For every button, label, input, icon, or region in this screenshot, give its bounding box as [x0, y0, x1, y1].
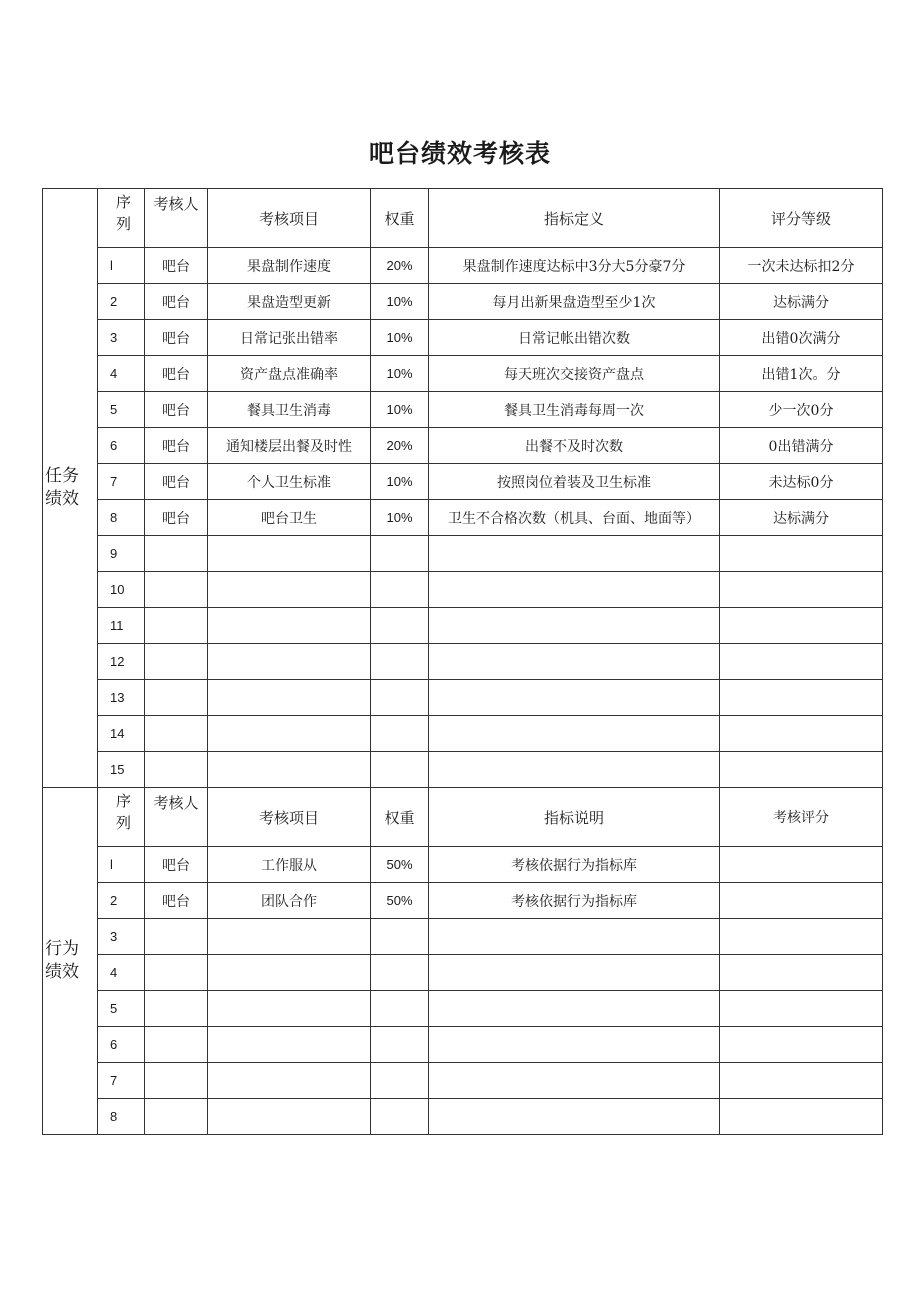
- cell-grade: [720, 752, 883, 788]
- cell-grade: 0出错满分: [720, 428, 883, 464]
- cell-definition: 每月出新果盘造型至少1次: [429, 284, 720, 320]
- cell-item: 通知楼层出餐及时性: [208, 428, 371, 464]
- cell-weight: 50%: [371, 847, 429, 883]
- header-seq: 序列: [98, 788, 145, 847]
- cell-definition: [429, 752, 720, 788]
- page-title: 吧台绩效考核表: [368, 139, 551, 168]
- cell-assessor: 吧台: [145, 356, 208, 392]
- cell-assessor: [145, 955, 208, 991]
- cell-weight: 10%: [371, 464, 429, 500]
- cell-assessor: 吧台: [145, 883, 208, 919]
- cell-definition: 考核依据行为指标库: [429, 847, 720, 883]
- cell-assessor: [145, 572, 208, 608]
- table-row: [43, 356, 883, 392]
- cell-item: 资产盘点准确率: [208, 356, 371, 392]
- cell-definition: [429, 1027, 720, 1063]
- cell-assessor: 吧台: [145, 392, 208, 428]
- cell-weight: 10%: [371, 500, 429, 536]
- cell-item: 果盘造型更新: [208, 284, 371, 320]
- cell-definition: [429, 536, 720, 572]
- header-assessor: 考核人: [145, 788, 208, 847]
- header-weight: 权重: [371, 788, 429, 847]
- cell-seq: 2: [98, 883, 145, 919]
- cell-item: [208, 955, 371, 991]
- table-row: [43, 716, 883, 752]
- cell-seq: 4: [98, 356, 145, 392]
- cell-item: [208, 716, 371, 752]
- cell-assessor: [145, 644, 208, 680]
- cell-item: [208, 1063, 371, 1099]
- cell-weight: [371, 955, 429, 991]
- header-item: 考核项目: [208, 189, 371, 248]
- cell-definition: 出餐不及时次数: [429, 428, 720, 464]
- cell-weight: [371, 536, 429, 572]
- cell-seq: 3: [98, 320, 145, 356]
- table-row: [43, 1027, 883, 1063]
- cell-item: 团队合作: [208, 883, 371, 919]
- table-row: [43, 608, 883, 644]
- cell-assessor: 吧台: [145, 320, 208, 356]
- cell-grade: [720, 1099, 883, 1135]
- cell-grade: [720, 608, 883, 644]
- cell-definition: [429, 608, 720, 644]
- header-definition: 指标定义: [429, 189, 720, 248]
- cell-seq: 10: [98, 572, 145, 608]
- cell-weight: [371, 919, 429, 955]
- cell-definition: [429, 572, 720, 608]
- category-task-performance: 任务绩效: [43, 189, 98, 788]
- cell-item: [208, 991, 371, 1027]
- table-row: [43, 500, 883, 536]
- table-row: [43, 919, 883, 955]
- cell-weight: 10%: [371, 356, 429, 392]
- cell-seq: 8: [98, 1099, 145, 1135]
- cell-seq: 7: [98, 464, 145, 500]
- cell-grade: 少一次0分: [720, 392, 883, 428]
- table-row: [43, 248, 883, 284]
- cell-item: 工作服从: [208, 847, 371, 883]
- cell-grade: 一次未达标扣2分: [720, 248, 883, 284]
- cell-item: [208, 680, 371, 716]
- cell-grade: 未达标0分: [720, 464, 883, 500]
- table-row: [43, 680, 883, 716]
- header-assessor: 考核人: [145, 189, 208, 248]
- header-item: 考核项目: [208, 788, 371, 847]
- cell-assessor: 吧台: [145, 464, 208, 500]
- cell-weight: [371, 680, 429, 716]
- cell-definition: [429, 919, 720, 955]
- cell-assessor: [145, 1063, 208, 1099]
- cell-definition: [429, 1099, 720, 1135]
- cell-seq: 2: [98, 284, 145, 320]
- cell-assessor: [145, 752, 208, 788]
- cell-assessor: [145, 1027, 208, 1063]
- header-grade: 评分等级: [720, 189, 883, 248]
- cell-seq: 8: [98, 500, 145, 536]
- cell-weight: 20%: [371, 428, 429, 464]
- cell-seq: 3: [98, 919, 145, 955]
- cell-grade: [720, 883, 883, 919]
- cell-item: [208, 752, 371, 788]
- cell-assessor: [145, 608, 208, 644]
- cell-grade: 达标满分: [720, 284, 883, 320]
- cell-definition: [429, 680, 720, 716]
- cell-seq: l: [98, 847, 145, 883]
- cell-grade: [720, 644, 883, 680]
- cell-weight: [371, 991, 429, 1027]
- table-row: [43, 644, 883, 680]
- cell-weight: [371, 752, 429, 788]
- cell-weight: [371, 644, 429, 680]
- cell-weight: [371, 716, 429, 752]
- cell-seq: 15: [98, 752, 145, 788]
- cell-weight: 10%: [371, 392, 429, 428]
- cell-grade: 达标满分: [720, 500, 883, 536]
- cell-grade: 出错1次。分: [720, 356, 883, 392]
- cell-seq: l: [98, 248, 145, 284]
- table-row: [43, 536, 883, 572]
- cell-definition: 按照岗位着装及卫生标准: [429, 464, 720, 500]
- cell-assessor: 吧台: [145, 284, 208, 320]
- cell-item: [208, 572, 371, 608]
- cell-definition: 餐具卫生消毒每周一次: [429, 392, 720, 428]
- table-row: [43, 392, 883, 428]
- table-row: [43, 464, 883, 500]
- cell-seq: 12: [98, 644, 145, 680]
- cell-seq: 7: [98, 1063, 145, 1099]
- cell-assessor: 吧台: [145, 248, 208, 284]
- cell-weight: [371, 1099, 429, 1135]
- cell-definition: [429, 955, 720, 991]
- cell-grade: [720, 680, 883, 716]
- cell-weight: [371, 608, 429, 644]
- cell-grade: [720, 991, 883, 1027]
- table-row: [43, 955, 883, 991]
- cell-grade: [720, 572, 883, 608]
- cell-definition: 每天班次交接资产盘点: [429, 356, 720, 392]
- table-row: [43, 284, 883, 320]
- table-row: [43, 320, 883, 356]
- cell-grade: [720, 536, 883, 572]
- cell-seq: 11: [98, 608, 145, 644]
- cell-definition: [429, 644, 720, 680]
- cell-weight: [371, 1063, 429, 1099]
- category-behavior-performance: 行为绩效: [43, 788, 98, 1135]
- cell-seq: 5: [98, 392, 145, 428]
- cell-grade: [720, 716, 883, 752]
- cell-seq: 6: [98, 1027, 145, 1063]
- cell-assessor: 吧台: [145, 847, 208, 883]
- cell-seq: 6: [98, 428, 145, 464]
- cell-item: [208, 608, 371, 644]
- header-score: 考核评分: [720, 788, 883, 847]
- cell-grade: [720, 1063, 883, 1099]
- cell-assessor: [145, 991, 208, 1027]
- cell-seq: 4: [98, 955, 145, 991]
- cell-item: [208, 644, 371, 680]
- cell-weight: 10%: [371, 284, 429, 320]
- cell-assessor: [145, 919, 208, 955]
- task-performance-table: [42, 188, 883, 788]
- cell-grade: [720, 955, 883, 991]
- cell-seq: 9: [98, 536, 145, 572]
- cell-item: 日常记张出错率: [208, 320, 371, 356]
- table-row: [43, 847, 883, 883]
- cell-seq: 13: [98, 680, 145, 716]
- cell-definition: 考核依据行为指标库: [429, 883, 720, 919]
- cell-item: [208, 536, 371, 572]
- cell-definition: 果盘制作速度达标中3分大5分豪7分: [429, 248, 720, 284]
- cell-weight: 20%: [371, 248, 429, 284]
- cell-assessor: 吧台: [145, 500, 208, 536]
- table-row: [43, 572, 883, 608]
- table-row: [43, 1099, 883, 1135]
- cell-item: 个人卫生标准: [208, 464, 371, 500]
- cell-assessor: [145, 1099, 208, 1135]
- cell-item: 吧台卫生: [208, 500, 371, 536]
- cell-weight: [371, 572, 429, 608]
- cell-item: 餐具卫生消毒: [208, 392, 371, 428]
- cell-definition: [429, 991, 720, 1027]
- cell-assessor: [145, 536, 208, 572]
- cell-item: [208, 1099, 371, 1135]
- table-row: [43, 752, 883, 788]
- cell-item: [208, 919, 371, 955]
- table-row: [43, 991, 883, 1027]
- cell-assessor: [145, 716, 208, 752]
- cell-weight: [371, 1027, 429, 1063]
- cell-item: [208, 1027, 371, 1063]
- cell-weight: 50%: [371, 883, 429, 919]
- behavior-performance-table: [42, 787, 883, 1135]
- cell-assessor: [145, 680, 208, 716]
- cell-weight: 10%: [371, 320, 429, 356]
- header-weight: 权重: [371, 189, 429, 248]
- cell-definition: 日常记帐出错次数: [429, 320, 720, 356]
- cell-grade: [720, 847, 883, 883]
- table-row: [43, 883, 883, 919]
- cell-assessor: 吧台: [145, 428, 208, 464]
- header-seq: 序列: [98, 189, 145, 248]
- cell-item: 果盘制作速度: [208, 248, 371, 284]
- cell-definition: [429, 1063, 720, 1099]
- cell-seq: 5: [98, 991, 145, 1027]
- table-row: [43, 428, 883, 464]
- header-explanation: 指标说明: [429, 788, 720, 847]
- table-row: [43, 1063, 883, 1099]
- cell-grade: 出错0次满分: [720, 320, 883, 356]
- cell-definition: 卫生不合格次数（机具、台面、地面等）: [429, 500, 720, 536]
- cell-definition: [429, 716, 720, 752]
- cell-seq: 14: [98, 716, 145, 752]
- cell-grade: [720, 919, 883, 955]
- cell-grade: [720, 1027, 883, 1063]
